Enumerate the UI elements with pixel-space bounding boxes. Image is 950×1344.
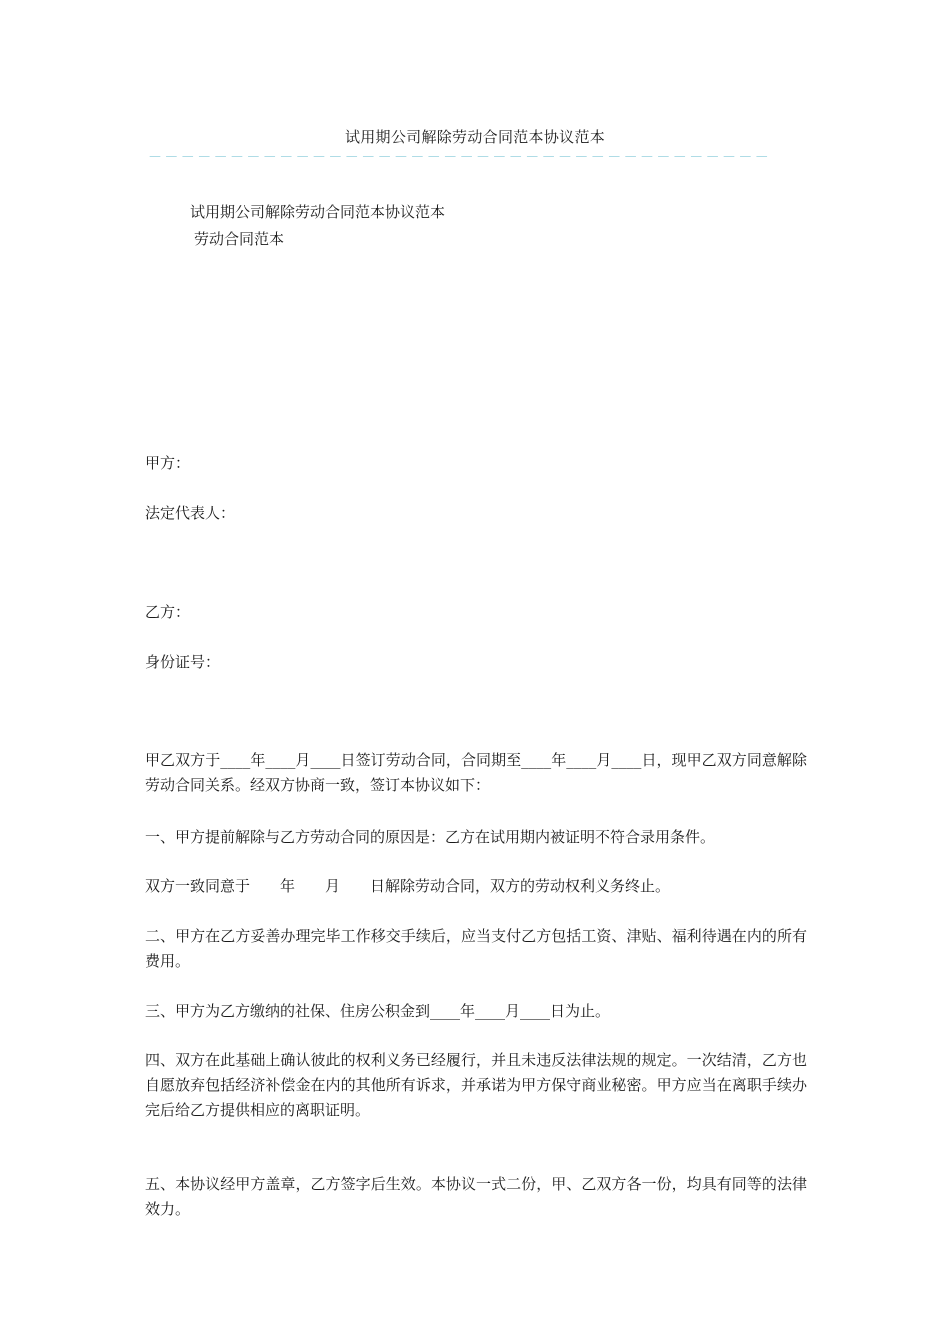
clause-1: 一、甲方提前解除与乙方劳动合同的原因是：乙方在试用期内被证明不符合录用条件。 [145, 828, 716, 846]
subtitle-line-2: 劳动合同范本 [194, 230, 285, 248]
legal-representative-label: 法定代表人： [145, 504, 236, 522]
subtitle-line-1: 试用期公司解除劳动合同范本协议范本 [190, 203, 446, 221]
document-title: 试用期公司解除劳动合同范本协议范本 [344, 128, 606, 146]
party-a-label: 甲方： [145, 454, 191, 472]
party-b-label: 乙方： [145, 603, 191, 621]
dashed-divider: －－－－－－－－－－－－－－－－－－－－－－－－－－－－－－－－－－－－－－ [148, 150, 772, 166]
clause-1-termination-date: 双方一致同意于 年 月 日解除劳动合同，双方的劳动权利义务终止。 [145, 877, 671, 895]
clause-4: 四、双方在此基础上确认彼此的权利义务已经履行，并且未违反法律法规的规定。一次结清，乙方也自愿放弃包括经济补偿金在内的其他所有诉求，并承诺为甲方保守商业秘密。甲方应当在离职手续办完后给乙方提供相应的离职证明。 [145, 1051, 807, 1119]
intro-paragraph: 甲乙双方于____年____月____日签订劳动合同，合同期至____年____月____日，现甲乙双方同意解除劳动合同关系。经双方协商一致，签订本协议如下： [145, 751, 807, 794]
clause-5: 五、本协议经甲方盖章，乙方签字后生效。本协议一式二份，甲、乙双方各一份，均具有同等的法律效力。 [145, 1175, 807, 1218]
clause-2: 二、甲方在乙方妥善办理完毕工作移交手续后，应当支付乙方包括工资、津贴、福利待遇在内的所有费用。 [145, 927, 807, 970]
clause-3: 三、甲方为乙方缴纳的社保、住房公积金到____年____月____日为止。 [145, 1002, 611, 1020]
id-number-label: 身份证号： [145, 653, 221, 671]
